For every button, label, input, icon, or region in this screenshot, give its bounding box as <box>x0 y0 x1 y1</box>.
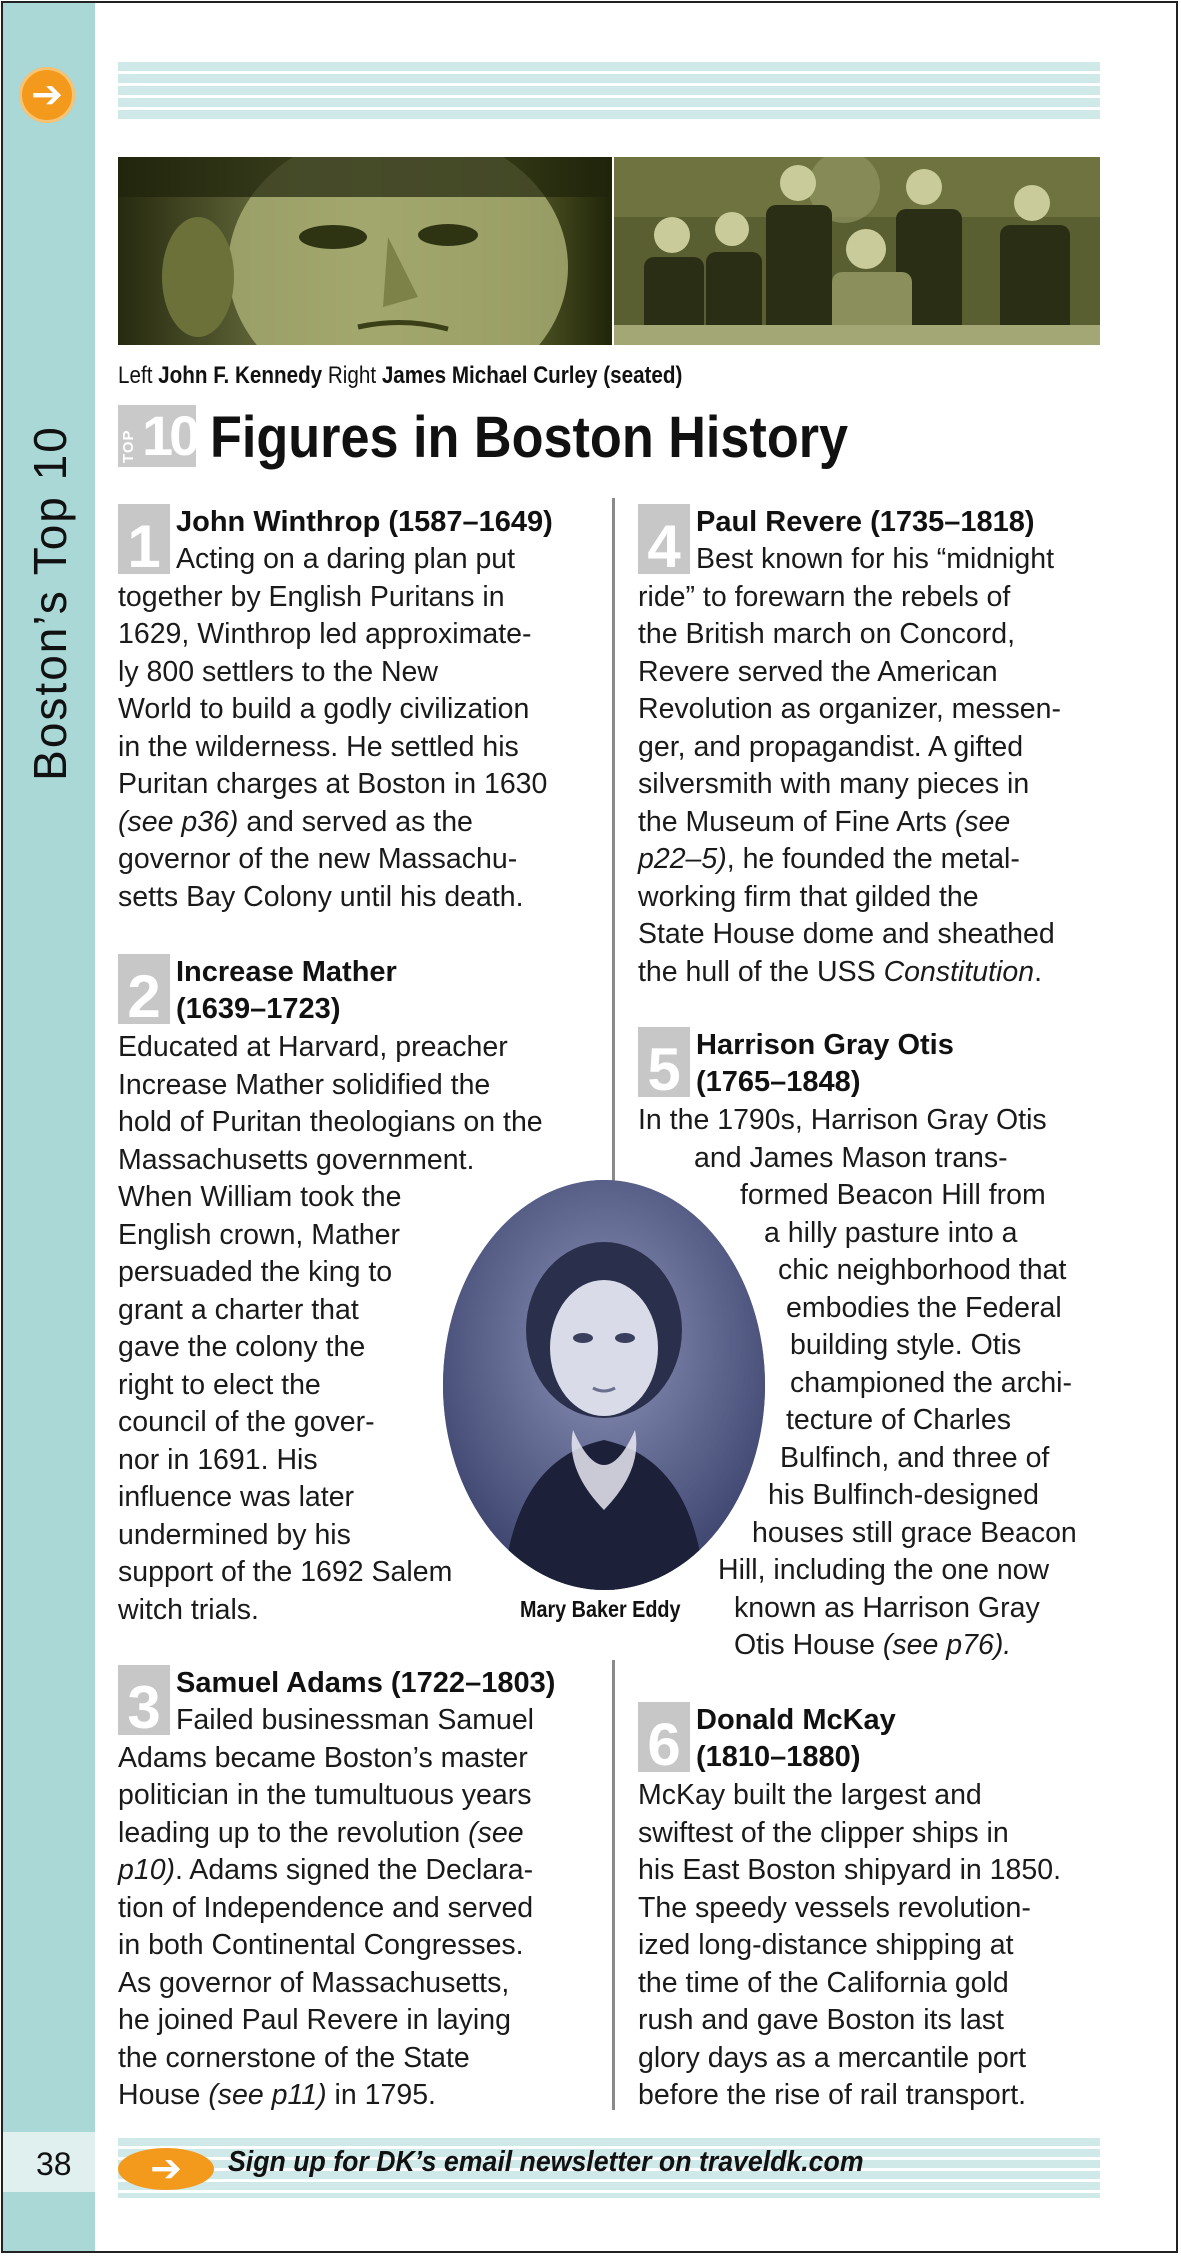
entry-4 <box>638 504 1100 994</box>
body-line: Otis House (see p76). <box>734 1629 1012 1661</box>
body-line: Bulfinch, and three of <box>780 1441 1050 1474</box>
body-line: Revere served the American <box>638 655 998 688</box>
curley-photo-image <box>614 157 1100 345</box>
body-line: Revolution as organizer, messen- <box>638 693 1061 725</box>
body-line: House (see p11) in 1795. <box>118 2079 436 2111</box>
body-line: As governor of Massachusetts, <box>118 1966 510 1999</box>
body-line: his East Boston shipyard in 1850. <box>638 1854 1062 1886</box>
heading-line: Paul Revere (1735–1818) <box>696 506 1035 538</box>
entry-heading <box>696 1027 954 1101</box>
caption-left-label: Left <box>118 362 153 389</box>
body-line: ized long-distance shipping at <box>638 1929 1014 1961</box>
body-line: tecture of Charles <box>786 1404 1011 1436</box>
body-line: leading up to the revolution (see <box>118 1816 524 1849</box>
arrow-icon[interactable]: ➔ <box>19 67 75 123</box>
body-line: World to build a godly civilization <box>118 693 530 725</box>
newsletter-link[interactable]: Sign up for DK’s email newsletter on traveldk.com <box>228 2146 864 2178</box>
heading-line: Harrison Gray Otis <box>696 1029 954 1061</box>
heading-line: (1765–1848) <box>696 1066 861 1098</box>
body-line: p22–5), he founded the metal- <box>638 843 1020 875</box>
heading-line: Samuel Adams (1722–1803) <box>176 1667 556 1699</box>
body-line: witch trials. <box>118 1593 259 1626</box>
body-line: the cornerstone of the State <box>118 2041 470 2074</box>
body-line: rush and gave Boston its last <box>638 2004 1004 2036</box>
heading-line: (1639–1723) <box>176 993 341 1025</box>
body-line: swiftest of the clipper ships in <box>638 1816 1009 1849</box>
entry-body <box>118 1702 534 2115</box>
body-line: championed the archi- <box>790 1366 1072 1399</box>
body-line: Best known for his “midnight <box>696 543 1054 575</box>
entry-number: 2 <box>118 954 170 1024</box>
body-line: English crown, Mather <box>118 1218 400 1251</box>
body-line: The speedy vessels revolution- <box>638 1891 1031 1924</box>
body-line: before the rise of rail transport. <box>638 2079 1027 2111</box>
entry-1 <box>118 504 588 924</box>
entry-body <box>638 541 1061 991</box>
body-line: known as Harrison Gray <box>734 1591 1040 1624</box>
body-line: persuaded the king to <box>118 1256 393 1288</box>
heading-line: Donald McKay <box>696 1704 896 1736</box>
entry-number: 4 <box>638 504 690 574</box>
body-line: tion of Independence and served <box>118 1891 534 1924</box>
body-line: undermined by his <box>118 1518 351 1551</box>
portrait-caption: Mary Baker Eddy <box>520 1596 681 1622</box>
body-line: nor in 1691. His <box>118 1443 318 1476</box>
body-line: Acting on a daring plan put <box>176 543 516 575</box>
body-line: Puritan charges at Boston in 1630 <box>118 768 548 800</box>
body-line: working firm that gilded the <box>638 880 979 913</box>
page-title: Figures in Boston History <box>210 405 849 470</box>
body-line: the hull of the USS Constitution. <box>638 955 1042 988</box>
sidebar <box>3 3 95 2253</box>
body-line: gave the colony the <box>118 1331 366 1363</box>
body-line: ly 800 settlers to the New <box>118 655 438 688</box>
entry-3 <box>118 1665 588 2115</box>
top10-badge <box>118 405 196 467</box>
body-line: he joined Paul Revere in laying <box>118 2004 511 2036</box>
body-line: in both Continental Congresses. <box>118 1929 524 1961</box>
entry-body <box>638 1777 1061 2115</box>
kennedy-photo-image <box>118 157 612 345</box>
photo-kennedy <box>118 157 612 345</box>
body-line: the time of the California gold <box>638 1966 1009 1999</box>
entry-heading <box>176 504 553 541</box>
body-line: Adams became Boston’s master <box>118 1741 528 1774</box>
body-line: p10). Adams signed the Declara- <box>118 1854 534 1886</box>
entry-heading <box>176 954 397 1028</box>
heading-line: Increase Mather <box>176 956 397 988</box>
body-line: council of the gover- <box>118 1406 375 1438</box>
entry-body <box>118 541 547 916</box>
portrait-image <box>443 1180 765 1590</box>
entry-number: 3 <box>118 1665 170 1735</box>
body-line: chic neighborhood that <box>778 1254 1067 1286</box>
body-line: Hill, including the one now <box>718 1554 1050 1586</box>
body-line: and James Mason trans- <box>694 1141 1008 1174</box>
entry-heading <box>696 504 1035 541</box>
top-decorative-band <box>118 62 1100 120</box>
photo-caption <box>118 362 682 390</box>
caption-right-label: Right <box>327 362 377 389</box>
body-line: building style. Otis <box>790 1329 1022 1361</box>
entry-6 <box>638 1702 1100 2122</box>
body-line: When William took the <box>118 1181 402 1213</box>
badge-10-label: 10 <box>142 404 197 467</box>
body-line: influence was later <box>118 1481 355 1513</box>
body-line: In the 1790s, Harrison Gray Otis <box>638 1104 1047 1136</box>
page-number: 38 <box>36 2146 72 2182</box>
body-line: ride” to forewarn the rebels of <box>638 580 1011 613</box>
entry-heading <box>176 1665 555 1702</box>
body-line: grant a charter that <box>118 1293 359 1326</box>
body-line: the British march on Concord, <box>638 618 1015 650</box>
heading-line: John Winthrop (1587–1649) <box>176 506 553 538</box>
section-title: Boston’s Top 10 <box>24 425 76 781</box>
body-line: right to elect the <box>118 1368 321 1401</box>
body-line: Educated at Harvard, preacher <box>118 1031 508 1063</box>
body-line: his Bulfinch-designed <box>768 1479 1039 1511</box>
portrait-mary-baker-eddy <box>443 1180 765 1590</box>
entry-number: 5 <box>638 1027 690 1097</box>
entry-number: 6 <box>638 1702 690 1772</box>
column-divider-bottom <box>612 1660 615 2110</box>
caption-left-name: John F. Kennedy <box>158 362 323 389</box>
body-line: Failed businessman Samuel <box>176 1704 535 1736</box>
body-line: McKay built the largest and <box>638 1779 982 1811</box>
body-line: the Museum of Fine Arts (see <box>638 805 1011 838</box>
body-line: (see p36) and served as the <box>118 805 473 838</box>
body-line: 1629, Winthrop led approximate- <box>118 618 532 650</box>
body-line: Increase Mather solidified the <box>118 1068 491 1101</box>
body-line: Massachusetts government. <box>118 1143 475 1176</box>
body-line: setts Bay Colony until his death. <box>118 880 524 913</box>
body-line: formed Beacon Hill from <box>740 1179 1046 1211</box>
entry-heading <box>696 1702 896 1776</box>
badge-top-label: TOP <box>120 429 137 463</box>
body-line: together by English Puritans in <box>118 580 505 613</box>
caption-right-name: James Michael Curley (seated) <box>381 362 683 389</box>
body-line: in the wilderness. He settled his <box>118 730 519 763</box>
heading-line: (1810–1880) <box>696 1741 861 1773</box>
body-line: embodies the Federal <box>786 1291 1062 1324</box>
body-line: silversmith with many pieces in <box>638 768 1030 800</box>
body-line: ger, and propagandist. A gifted <box>638 730 1024 763</box>
body-line: State House dome and sheathed <box>638 918 1055 950</box>
body-line: houses still grace Beacon <box>752 1516 1077 1549</box>
body-line: governor of the new Massachu- <box>118 843 518 875</box>
body-line: a hilly pasture into a <box>764 1216 1018 1249</box>
footer-arrow-icon[interactable]: ➔ <box>118 2148 214 2190</box>
entry-number: 1 <box>118 504 170 574</box>
body-line: hold of Puritan theologians on the <box>118 1106 543 1138</box>
body-line: glory days as a mercantile port <box>638 2041 1027 2074</box>
body-line: support of the 1692 Salem <box>118 1556 453 1588</box>
body-line: politician in the tumultuous years <box>118 1779 532 1811</box>
photo-curley-group <box>614 157 1100 345</box>
